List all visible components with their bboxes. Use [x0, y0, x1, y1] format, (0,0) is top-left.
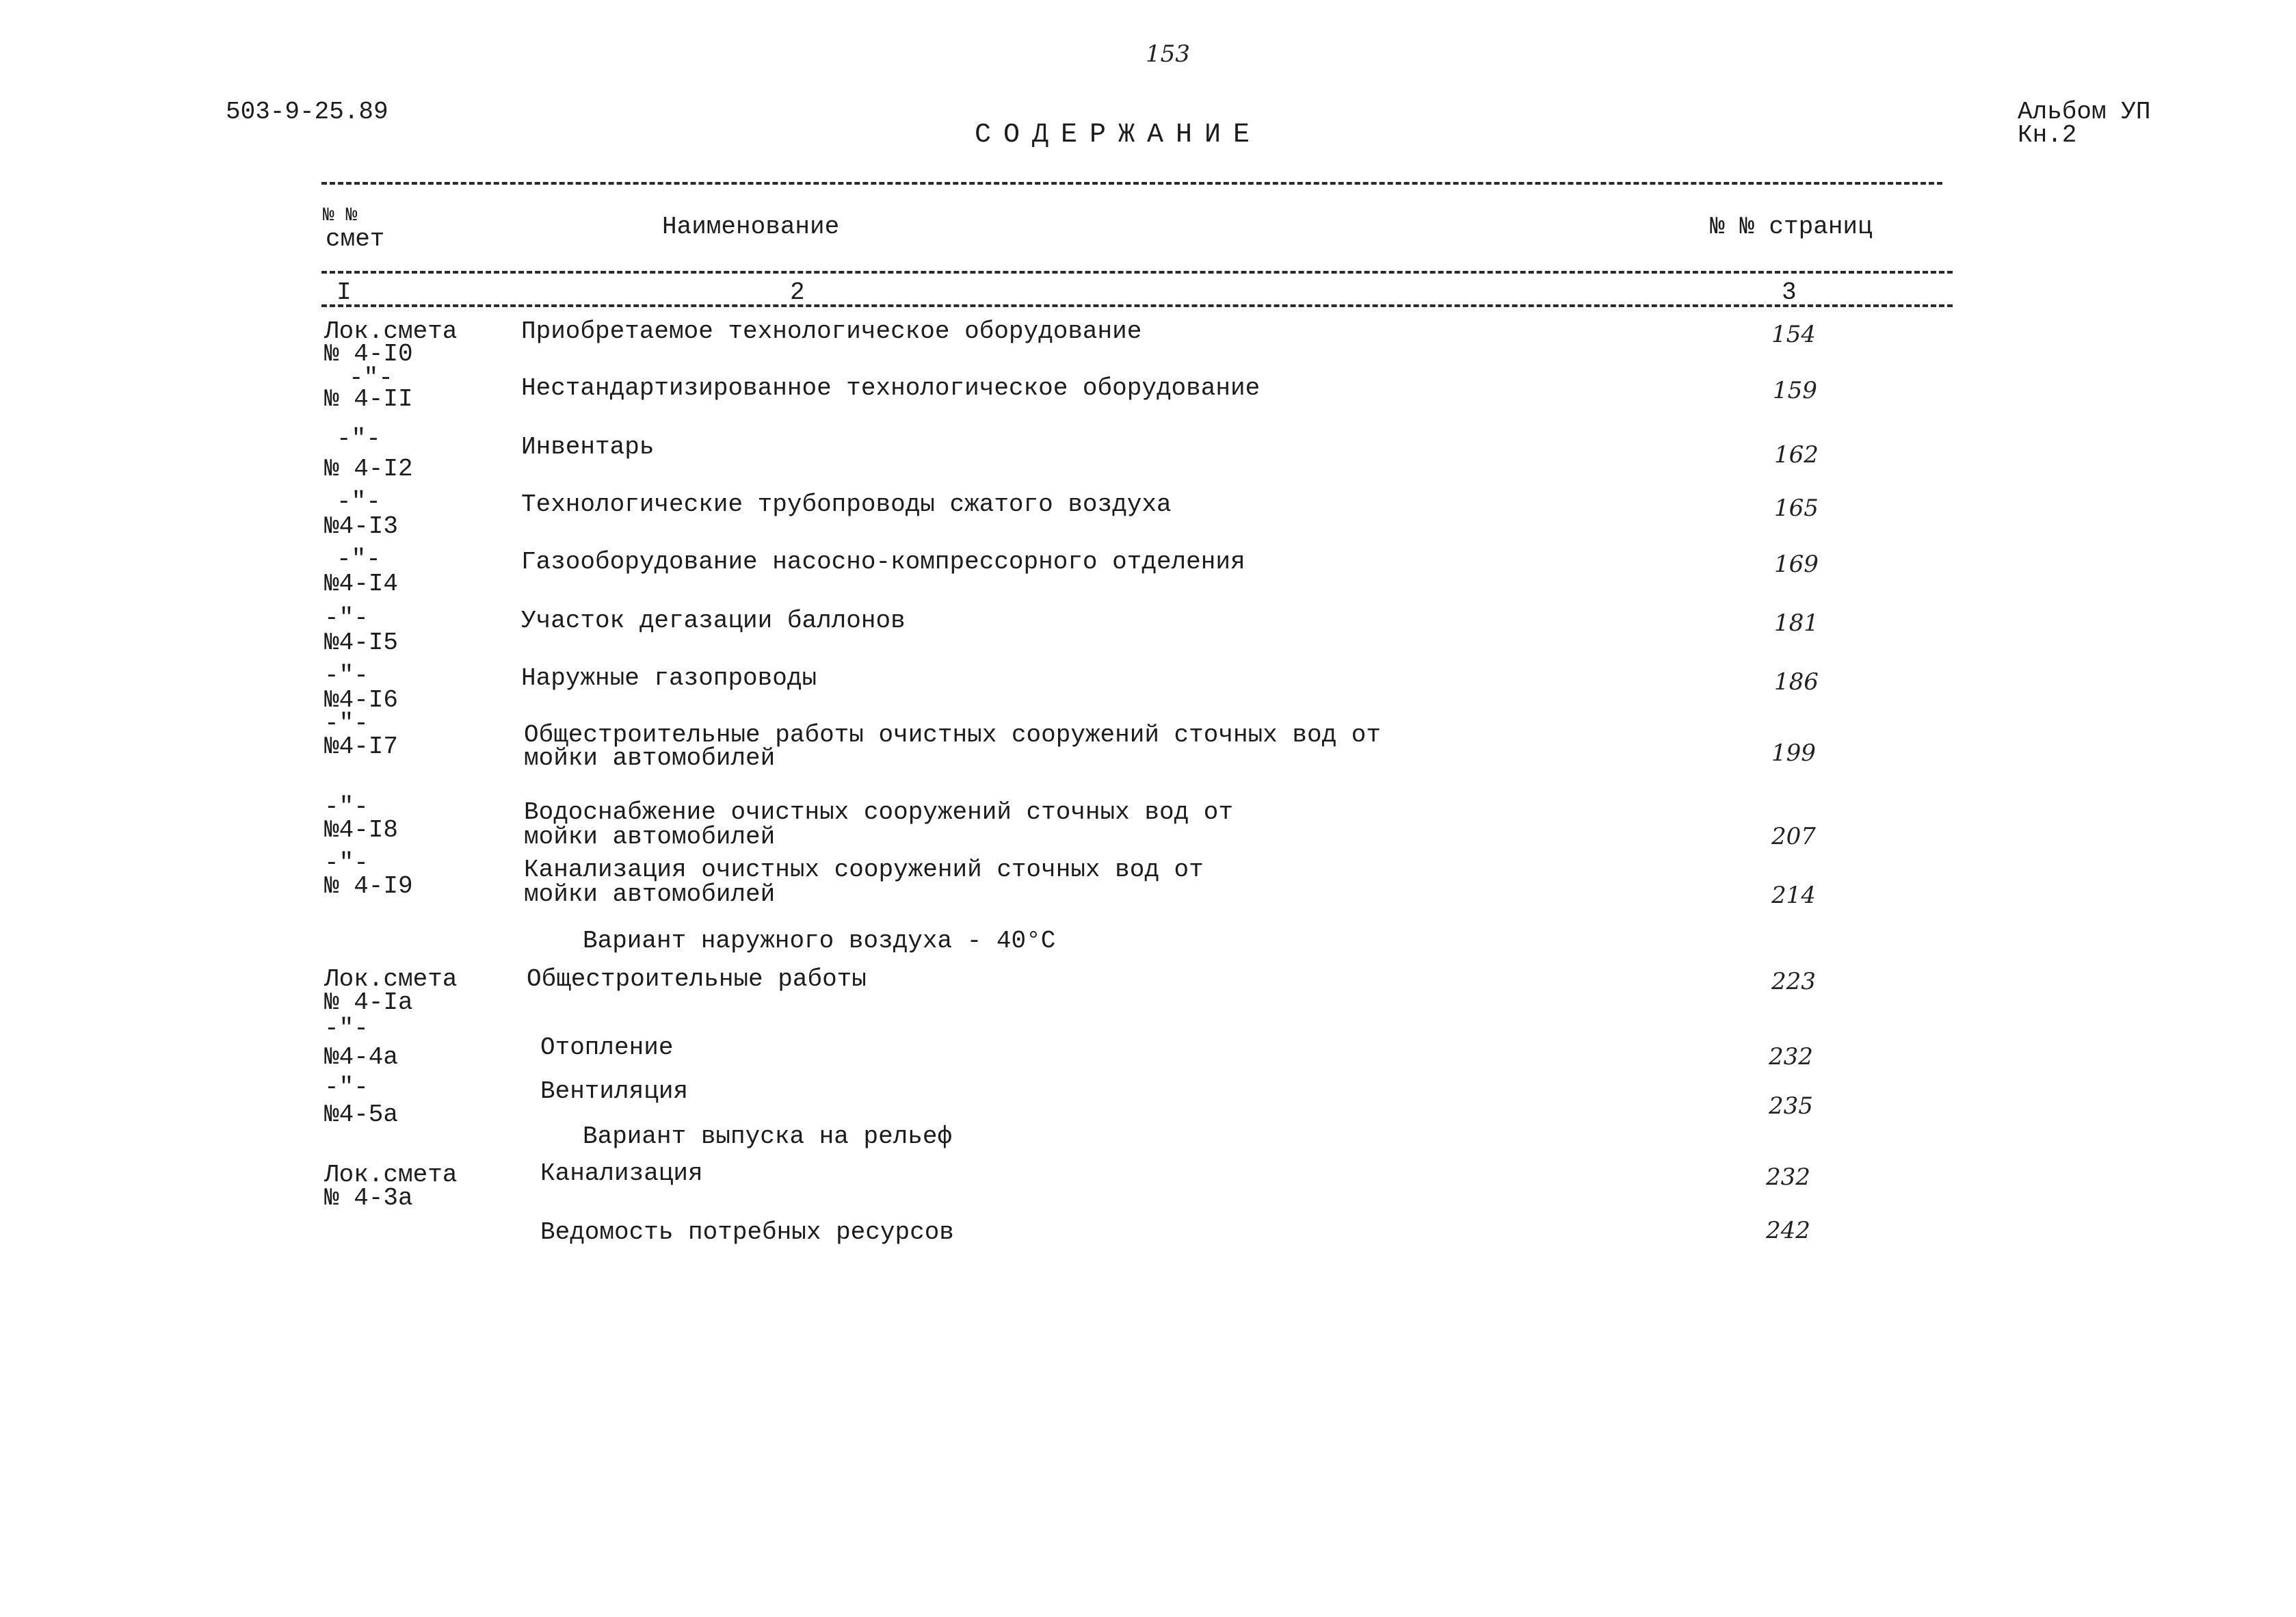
row-page: 232 — [1766, 1164, 1810, 1191]
row-page: 235 — [1769, 1092, 1813, 1120]
section-heading-relief-outlet: Вариант выпуска на рельеф — [583, 1122, 953, 1151]
row-prefix: Лок.смета — [324, 1161, 458, 1189]
book-label: Кн.2 — [2018, 121, 2077, 149]
page-title: СОДЕРЖАНИЕ — [975, 120, 1263, 150]
row-prefix: -"- — [324, 604, 369, 632]
row-name: Общестроительные работы — [527, 965, 867, 993]
col-pages-header: № № страниц — [1710, 213, 1873, 241]
row-prefix: -"- — [324, 1014, 369, 1042]
row-code: № 4-3а — [324, 1184, 413, 1212]
row-page: 165 — [1774, 495, 1819, 522]
row-name-cont: мойки автомобилей — [524, 823, 776, 851]
col-name-header: Наименование — [662, 213, 840, 241]
row-prefix: -"- — [337, 545, 381, 573]
col-number-3: 3 — [1782, 278, 1797, 306]
row-page: 186 — [1774, 668, 1819, 696]
row-name: Газооборудование насосно-компрессорного отделения — [521, 548, 1245, 576]
row-page: 154 — [1771, 321, 1816, 348]
col-number-1: I — [337, 278, 352, 306]
row-name: Отопление — [540, 1034, 674, 1062]
row-prefix: -"- — [349, 364, 393, 392]
row-name: Канализация — [540, 1159, 703, 1187]
row-page: 232 — [1769, 1043, 1813, 1070]
column-number-rule — [321, 304, 1953, 307]
row-code: № 4-Iа — [324, 988, 413, 1016]
row-prefix: -"- — [337, 488, 381, 516]
row-code: №4-I3 — [324, 512, 399, 540]
row-prefix: Лок.смета — [324, 317, 458, 345]
top-rule — [321, 182, 1942, 185]
row-name-cont: мойки автомобилей — [524, 744, 776, 772]
row-code: №4-4а — [324, 1043, 399, 1071]
row-code: №4-I5 — [324, 629, 399, 657]
row-code: №4-5а — [324, 1101, 399, 1129]
document-code: 503-9-25.89 — [226, 98, 388, 126]
row-code: № 4-I2 — [324, 455, 413, 483]
row-prefix: Лок.смета — [324, 965, 458, 993]
row-name: Наружные газопроводы — [521, 664, 817, 692]
row-page: 207 — [1771, 823, 1816, 850]
row-code: №4-I8 — [324, 816, 399, 844]
row-prefix: -"- — [324, 661, 369, 689]
resources-statement: Ведомость потребных ресурсов — [540, 1218, 954, 1246]
row-code: № 4-II — [324, 385, 413, 413]
row-page: 162 — [1774, 441, 1819, 469]
row-prefix: -"- — [324, 793, 369, 821]
row-page: 181 — [1774, 609, 1819, 637]
row-page: 242 — [1766, 1217, 1810, 1244]
row-page: 214 — [1771, 882, 1816, 909]
row-name: Вентиляция — [540, 1077, 689, 1105]
row-name: Инвентарь — [521, 433, 655, 461]
row-page: 223 — [1771, 968, 1816, 995]
row-code: № 4-I0 — [324, 340, 413, 368]
row-name: Общестроительные работы очистных сооружений сточных вод от — [524, 721, 1382, 749]
row-name: Нестандартизированное технологическое оборудование — [521, 374, 1261, 402]
row-page: 199 — [1771, 739, 1816, 767]
row-page: 169 — [1774, 551, 1819, 578]
row-page: 159 — [1773, 377, 1817, 404]
row-name: Приобретаемое технологическое оборудование — [521, 317, 1142, 345]
row-prefix: -"- — [324, 1073, 369, 1101]
album-label: Альбом УП — [2018, 98, 2151, 126]
row-name: Водоснабжение очистных сооружений сточных вод от — [524, 798, 1233, 826]
row-code: №4-I6 — [324, 686, 399, 714]
page-number: 153 — [1146, 40, 1190, 68]
row-name: Канализация очистных сооружений сточных вод от — [524, 856, 1204, 884]
col-number-2: 2 — [790, 278, 805, 306]
col-estimate-header: смет — [326, 225, 385, 253]
row-code: №4-I7 — [324, 733, 399, 761]
row-code: № 4-I9 — [324, 872, 413, 900]
col-estimate-header-top: № № — [323, 205, 358, 226]
row-name: Технологические трубопроводы сжатого воздуха — [521, 490, 1172, 518]
row-prefix: -"- — [324, 709, 369, 737]
section-heading-outdoor-air: Вариант наружного воздуха - 40°C — [583, 927, 1056, 955]
row-prefix: -"- — [324, 849, 369, 877]
row-code: №4-I4 — [324, 570, 399, 598]
header-rule — [321, 271, 1953, 274]
row-name-cont: мойки автомобилей — [524, 880, 776, 908]
row-name: Участок дегазации баллонов — [521, 607, 906, 635]
row-prefix: -"- — [337, 425, 381, 453]
